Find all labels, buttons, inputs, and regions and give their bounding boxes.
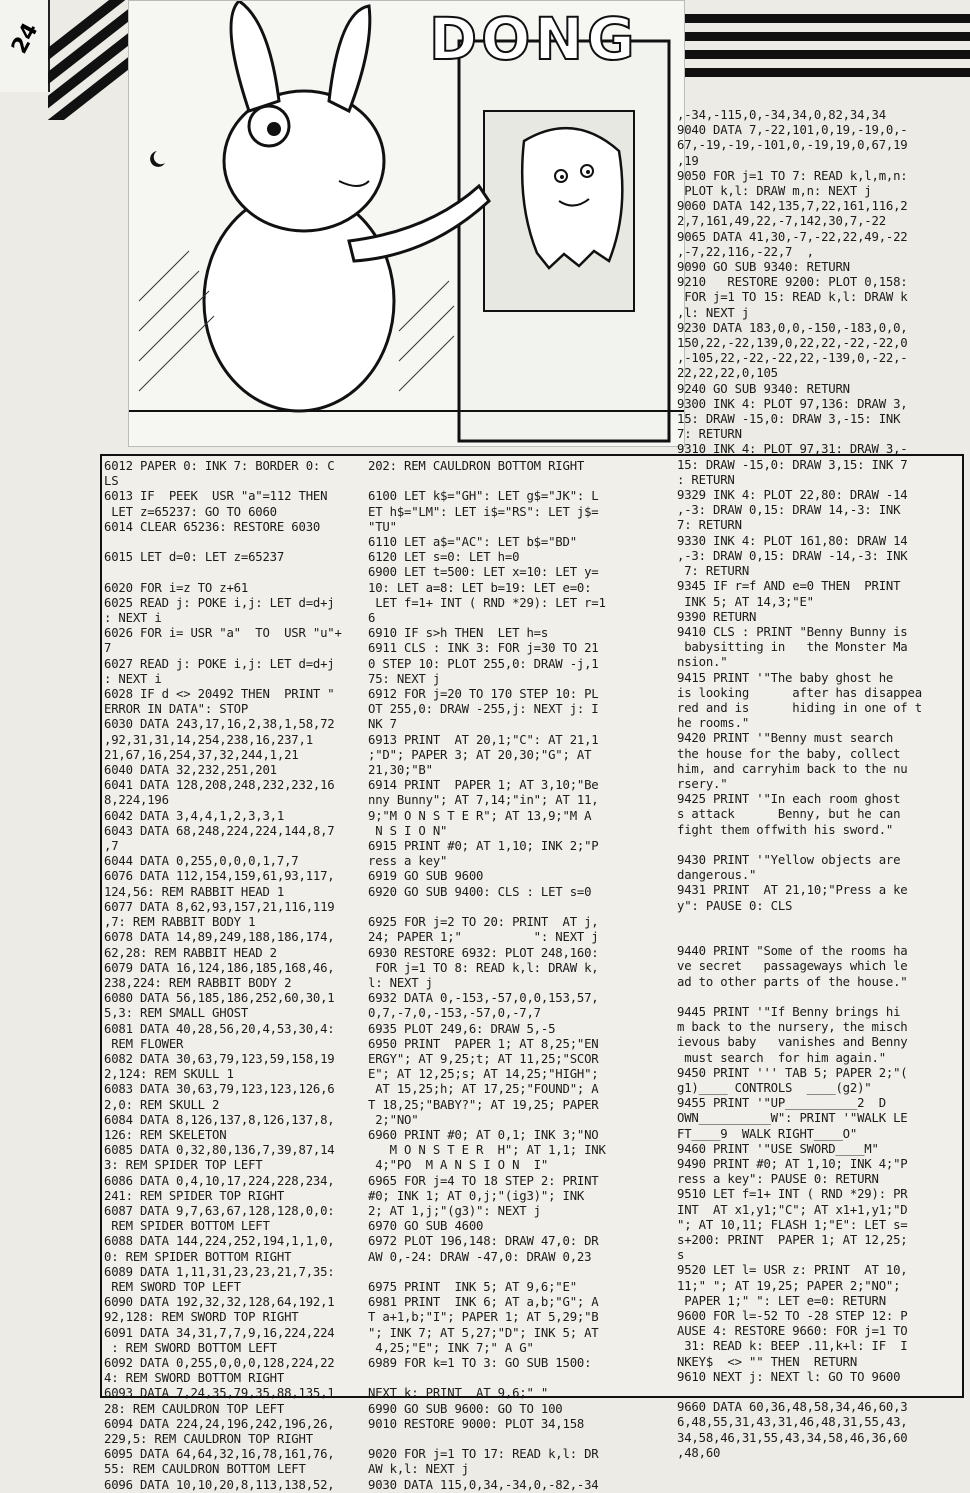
code-line: AW 0,-24: DRAW -47,0: DRAW 0,23 (368, 1249, 592, 1264)
code-line: he rooms." (677, 716, 750, 731)
code-line: 9610 NEXT j: NEXT l: GO TO 9600 (677, 1369, 901, 1384)
code-line: 6020 FOR i=z TO z+61 (104, 580, 249, 595)
code-line: l: NEXT j (368, 975, 433, 990)
code-line: N S I O N" (368, 823, 448, 838)
code-line: 6079 DATA 16,124,186,185,168,46, (104, 960, 335, 975)
code-line (677, 1385, 967, 1400)
code-line: 9040 DATA 7,-22,101,0,19,-19,0,- (677, 123, 908, 138)
code-line: "TU" (368, 519, 397, 534)
code-line: 241: REM SPIDER TOP RIGHT (104, 1188, 285, 1203)
code-line: ,19 (677, 153, 699, 168)
code-line (368, 900, 648, 915)
code-line: ERROR IN DATA": STOP (104, 702, 249, 717)
code-line: ,-7,22,116,-22,7 , (677, 244, 814, 259)
code-line: 2,0: REM SKULL 2 (104, 1097, 220, 1112)
code-line (368, 1265, 648, 1280)
code-line: 0,7,-7,0,-153,-57,0,-7,7 (368, 1006, 541, 1021)
code-line: 6110 LET a$="AC": LET b$="BD" (368, 535, 577, 550)
code-line: 9210 RESTORE 9200: PLOT 0,158: (677, 275, 908, 290)
code-line: 6095 DATA 64,64,32,16,78,161,76, (104, 1447, 335, 1462)
code-line: LET f=1+ INT ( RND *29): LET r=1 (368, 595, 606, 610)
code-line: ievous baby vanishes and Benny (677, 1035, 908, 1050)
code-line: 6972 PLOT 196,148: DRAW 47,0: DR (368, 1234, 599, 1249)
code-line: 9450 PRINT ''' TAB 5; PAPER 2;"( (677, 1065, 908, 1080)
code-line: 9020 FOR j=1 TO 17: READ k,l: DR (368, 1447, 599, 1462)
code-line: 7: RETURN (677, 427, 742, 442)
code-line: NKEY$ <> "" THEN RETURN (677, 1354, 858, 1369)
code-line: 6015 LET d=0: LET z=65237 (104, 550, 285, 565)
code-line: 4,25;"E"; INK 7;" A G" (368, 1340, 534, 1355)
code-line: NEXT k: PRINT AT 9,6;" " (368, 1386, 549, 1401)
page-number-tab (0, 0, 50, 92)
code-line: 9010 RESTORE 9000: PLOT 34,158 (368, 1416, 585, 1431)
code-line: 6,48,55,31,43,31,46,48,31,55,43, (677, 1415, 908, 1430)
code-line: 9300 INK 4: PLOT 97,136: DRAW 3, (677, 396, 908, 411)
code-line: 92,128: REM SWORD TOP RIGHT (104, 1310, 299, 1325)
code-line: "; AT 10,11; FLASH 1;"E": LET s= (677, 1217, 908, 1232)
code-line: 2,124: REM SKULL 1 (104, 1067, 234, 1082)
code-line: NK 7 (368, 717, 397, 732)
code-line: ,-105,22,-22,-22,22,-139,0,-22,- (677, 351, 908, 366)
code-line: 6091 DATA 34,31,7,7,9,16,224,224 (104, 1325, 335, 1340)
code-line: "; INK 7; AT 5,27;"D"; INK 5; AT (368, 1325, 599, 1340)
code-line: ,-3: DRAW 0,15: DRAW -14,-3: INK (677, 548, 908, 563)
code-line: 6042 DATA 3,4,4,1,2,3,3,1 (104, 808, 285, 823)
code-line: M O N S T E R H"; AT 1,1; INK (368, 1143, 606, 1158)
code-line: 6041 DATA 128,208,248,232,232,16 (104, 778, 335, 793)
code-line: 31: READ k: BEEP .11,k+l: IF I (677, 1339, 908, 1354)
code-line: 4: REM SWORD BOTTOM RIGHT (104, 1371, 285, 1386)
code-line: 2,7,161,49,22,-7,142,30,7,-22 (677, 214, 886, 229)
code-line: AW k,l: NEXT j (368, 1462, 469, 1477)
code-line: ERGY"; AT 9,25;t; AT 11,25;"SCOR (368, 1051, 599, 1066)
code-line: s attack Benny, but he can (677, 807, 901, 822)
code-line: ,l: NEXT j (677, 305, 750, 320)
code-line: FOR j=1 TO 15: READ k,l: DRAW k (677, 290, 908, 305)
code-line: 9060 DATA 142,135,7,22,161,116,2 (677, 199, 908, 214)
code-line: E"; AT 12,25;s; AT 14,25;"HIGH"; (368, 1067, 599, 1082)
code-line: 9065 DATA 41,30,-7,-22,22,49,-22 (677, 229, 908, 244)
code-line: must search for him again." (677, 1050, 886, 1065)
code-line: 34,58,46,31,55,43,34,58,46,36,60 (677, 1430, 908, 1445)
code-line: 124,56: REM RABBIT HEAD 1 (104, 884, 285, 899)
code-line: g1)____ CONTROLS ____(g2)" (677, 1081, 872, 1095)
code-line: 10: LET a=8: LET b=19: LET e=0: (368, 580, 592, 595)
page-number: 24 (7, 19, 44, 58)
code-line: ;"D"; PAPER 3; AT 20,30;"G"; AT (368, 747, 592, 762)
code-line: 0 STEP 10: PLOT 255,0: DRAW -j,1 (368, 656, 599, 671)
code-line: 11;" "; AT 19,25; PAPER 2;"NO"; (677, 1278, 901, 1293)
code-line: REM SPIDER BOTTOM LEFT (104, 1219, 270, 1234)
code-line: 9240 GO SUB 9340: RETURN (677, 381, 850, 396)
code-line: 9050 FOR j=1 TO 7: READ k,l,m,n: (677, 168, 908, 183)
code-line: 9460 PRINT '"USE SWORD____M" (677, 1141, 879, 1156)
code-line: 9030 DATA 115,0,34,-34,0,-82,-34 (368, 1477, 599, 1492)
code-line: 6960 PRINT #0; AT 0,1; INK 3;"NO (368, 1127, 599, 1142)
code-line (368, 1371, 648, 1386)
code-line: 22,22,22,0,105 (677, 366, 778, 381)
code-line: 6932 DATA 0,-153,-57,0,0,153,57, (368, 991, 599, 1006)
code-line: 2;"NO" (368, 1112, 419, 1127)
code-line: 126: REM SKELETON (104, 1127, 227, 1142)
code-line: 9600 FOR l=-52 TO -28 STEP 12: P (677, 1309, 908, 1324)
listing-column-2 (368, 459, 648, 1493)
decorative-stripes-right (680, 10, 970, 85)
code-line: ,92,31,31,14,254,238,16,237,1 (104, 732, 313, 747)
code-line: 6027 READ j: POKE i,j: LET d=d+j (104, 656, 335, 671)
code-line: 6911 CLS : INK 3: FOR j=30 TO 21 (368, 641, 599, 656)
code-line: 9430 PRINT '"Yellow objects are (677, 852, 901, 867)
code-line: 229,5: REM CAULDRON TOP RIGHT (104, 1432, 313, 1446)
code-line: 15: DRAW -15,0: DRAW 3,-15: INK (677, 412, 901, 427)
code-line: 9445 PRINT '"If Benny brings hi (677, 1004, 901, 1019)
code-line: 6975 PRINT INK 5; AT 9,6;"E" (368, 1279, 577, 1294)
code-line: 6013 IF PEEK USR "a"=112 THEN (104, 489, 328, 504)
code-line: 0: REM SPIDER BOTTOM RIGHT (104, 1249, 292, 1264)
code-line: 238,224: REM RABBIT BODY 2 (104, 975, 292, 990)
code-line: 6076 DATA 112,154,159,61,93,117, (104, 869, 335, 884)
code-line: T a+1,b;"I"; PAPER 1; AT 5,29;"B (368, 1310, 599, 1325)
code-line: 9230 DATA 183,0,0,-150,-183,0,0, (677, 320, 908, 335)
code-line: 6120 LET s=0: LET h=0 (368, 550, 520, 565)
code-line: 6025 READ j: POKE i,j: LET d=d+j (104, 595, 335, 610)
code-line: 6919 GO SUB 9600 (368, 869, 484, 884)
listing-column-1 (104, 459, 354, 1493)
code-line: the house for the baby, collect (677, 746, 901, 761)
code-line: 5,3: REM SMALL GHOST (104, 1006, 249, 1021)
code-line: PAPER 1;" ": LET e=0: RETURN (677, 1293, 886, 1308)
code-line: 24; PAPER 1;" ": NEXT j (368, 930, 599, 945)
code-line: 6089 DATA 1,11,31,23,23,21,7,35: (104, 1264, 335, 1279)
code-line: 9090 GO SUB 9340: RETURN (677, 260, 850, 275)
code-line: LS (104, 474, 119, 489)
code-line: 9345 IF r=f AND e=0 THEN PRINT (677, 579, 901, 594)
code-line: ve secret passageways which le (677, 959, 908, 974)
code-line: 9;"M O N S T E R"; AT 13,9;"M A (368, 808, 592, 823)
code-line: 9490 PRINT #0; AT 1,10; INK 4;"P (677, 1157, 908, 1172)
code-line: 9425 PRINT '"In each room ghost (677, 792, 901, 807)
code-line: 9660 DATA 60,36,48,58,34,46,60,3 (677, 1400, 908, 1415)
code-line: 67,-19,-19,-101,0,-19,19,0,67,19 (677, 138, 908, 153)
code-line: m back to the nursery, the misch (677, 1020, 908, 1035)
code-line: 6912 FOR j=20 TO 170 STEP 10: PL (368, 687, 599, 702)
code-line: 9431 PRINT AT 21,10;"Press a ke (677, 883, 908, 898)
code-line: 6080 DATA 56,185,186,252,60,30,1 (104, 991, 335, 1006)
code-line: 9330 INK 4: PLOT 161,80: DRAW 14 (677, 533, 908, 548)
code-line: AT 15,25;h; AT 17,25;"FOUND"; A (368, 1082, 599, 1097)
code-line: OWN__________W": PRINT '"WALK LE (677, 1111, 908, 1126)
code-line: AUSE 4: RESTORE 9660: FOR j=1 TO (677, 1324, 908, 1339)
code-line: 6081 DATA 40,28,56,20,4,53,30,4: (104, 1021, 335, 1036)
code-line: 6914 PRINT PAPER 1; AT 3,10;"Be (368, 778, 599, 793)
code-line: 9329 INK 4: PLOT 22,80: DRAW -14 (677, 488, 908, 503)
code-line: 6090 DATA 192,32,32,128,64,192,1 (104, 1295, 335, 1310)
code-line: OT 255,0: DRAW -255,j: NEXT j: I (368, 702, 599, 717)
code-line: 6096 DATA 10,10,20,8,113,138,52, (104, 1477, 335, 1492)
code-line: 9440 PRINT "Some of the rooms ha (677, 944, 908, 959)
code-line: : REM SWORD BOTTOM LEFT (104, 1340, 277, 1355)
code-line: PLOT k,l: DRAW m,n: NEXT j (677, 184, 872, 199)
code-line (368, 1432, 648, 1447)
code-line: ,-3: DRAW 0,15: DRAW 14,-3: INK (677, 503, 901, 518)
code-line (677, 990, 967, 1005)
code-line (104, 535, 354, 550)
code-line: ,48,60 (677, 1445, 721, 1460)
code-line: 9415 PRINT '"The baby ghost he (677, 670, 894, 685)
code-line: ,7 (104, 839, 119, 854)
code-line: 7: RETURN (677, 564, 750, 579)
code-line: ,7: REM RABBIT BODY 1 (104, 915, 256, 930)
code-line: 6989 FOR k=1 TO 3: GO SUB 1500: (368, 1355, 592, 1370)
code-line: : RETURN (677, 472, 735, 487)
code-line: 21,67,16,254,37,32,244,1,21 (104, 747, 299, 762)
code-line: red and is hiding in one of t (677, 700, 922, 715)
code-line: 3: REM SPIDER TOP LEFT (104, 1158, 263, 1173)
code-line (368, 474, 648, 489)
code-line: 6913 PRINT AT 20,1;"C": AT 21,1 (368, 732, 599, 747)
listing-column-3 (677, 108, 967, 1461)
code-line: 9310 INK 4: PLOT 97,31: DRAW 3,- (677, 442, 908, 457)
code-line: 6094 DATA 224,24,196,242,196,26, (104, 1416, 335, 1431)
code-line: 6012 PAPER 0: INK 7: BORDER 0: C (104, 459, 335, 473)
code-line: y": PAUSE 0: CLS (677, 898, 793, 913)
code-line: rsery." (677, 776, 728, 791)
code-line: 4;"PO M A N S I O N I" (368, 1158, 549, 1173)
code-line: 6965 FOR j=4 TO 18 STEP 2: PRINT (368, 1173, 599, 1188)
code-line: 6981 PRINT INK 6; AT a,b;"G"; A (368, 1295, 599, 1310)
code-line: #0; INK 1; AT 0,j;"(ig3)"; INK (368, 1188, 585, 1203)
code-line: is looking after has disappea (677, 685, 922, 700)
code-line: 6028 IF d <> 20492 THEN PRINT " (104, 687, 335, 702)
code-line: 55: REM CAULDRON BOTTOM LEFT (104, 1462, 306, 1477)
code-line: 6044 DATA 0,255,0,0,0,1,7,7 (104, 854, 299, 869)
code-line: 15: DRAW -15,0: DRAW 3,15: INK 7 (677, 457, 908, 472)
code-line: 6085 DATA 0,32,80,136,7,39,87,14 (104, 1143, 335, 1158)
code-line: 9410 CLS : PRINT "Benny Bunny is (677, 624, 908, 639)
code-line: 6900 LET t=500: LET x=10: LET y= (368, 565, 599, 580)
code-line: ad to other parts of the house." (677, 974, 908, 989)
code-line: 6950 PRINT PAPER 1; AT 8,25;"EN (368, 1036, 599, 1051)
code-line: INT AT x1,y1;"C"; AT x1+1,y1;"D (677, 1202, 908, 1217)
code-line: FT____9 WALK RIGHT____O" (677, 1126, 858, 1141)
code-line: 6990 GO SUB 9600: GO TO 100 (368, 1401, 563, 1416)
code-line: ress a key": PAUSE 0: RETURN (677, 1172, 879, 1187)
code-line: 9455 PRINT '"UP__________2 D (677, 1096, 886, 1111)
code-line: 6077 DATA 8,62,93,157,21,116,119 (104, 899, 335, 914)
code-line: ress a key" (368, 854, 448, 869)
code-line: 6014 CLEAR 65236: RESTORE 6030 (104, 519, 321, 534)
code-line: 6083 DATA 30,63,79,123,123,126,6 (104, 1082, 335, 1097)
rabbit-ghost-illustration (128, 0, 685, 447)
code-line: 62,28: REM RABBIT HEAD 2 (104, 945, 277, 960)
code-line: 6915 PRINT #0; AT 1,10; INK 2;"P (368, 839, 599, 854)
code-line: INK 5; AT 14,3;"E" (677, 594, 814, 609)
code-line: 6078 DATA 14,89,249,188,186,174, (104, 930, 335, 945)
code-line: him, and carryhim back to the nu (677, 761, 908, 776)
code-line: 2; AT 1,j;"(g3)": NEXT j (368, 1203, 541, 1218)
code-line: REM FLOWER (104, 1036, 184, 1051)
code-line: ET h$="LM": LET i$="RS": LET j$= (368, 504, 599, 519)
code-line: 6100 LET k$="GH": LET g$="JK": L (368, 489, 599, 504)
code-line: s (677, 1248, 685, 1263)
code-line: nny Bunny"; AT 7,14;"in"; AT 11, (368, 793, 599, 808)
code-line: T 18,25;"BABY?"; AT 19,25; PAPER (368, 1097, 599, 1112)
code-line: 150,22,-22,139,0,22,22,-22,-22,0 (677, 336, 908, 351)
code-line: 6087 DATA 9,7,63,67,128,128,0,0: (104, 1203, 335, 1218)
code-line: 7 (104, 641, 112, 656)
code-line: 6040 DATA 32,232,251,201 (104, 763, 277, 778)
code-line: 6920 GO SUB 9400: CLS : LET s=0 (368, 884, 592, 899)
code-line: : NEXT i (104, 671, 162, 686)
code-line: 75: NEXT j (368, 671, 441, 686)
code-line: s+200: PRINT PAPER 1; AT 12,25; (677, 1233, 908, 1248)
code-line: 6970 GO SUB 4600 (368, 1219, 484, 1234)
code-line: 6082 DATA 30,63,79,123,59,158,19 (104, 1051, 335, 1066)
code-line: 6084 DATA 8,126,137,8,126,137,8, (104, 1112, 335, 1127)
code-line: FOR j=1 TO 8: READ k,l: DRAW k, (368, 960, 599, 975)
decorative-stripes (48, 0, 128, 120)
code-line: 6026 FOR i= USR "a" TO USR "u"+ (104, 626, 342, 641)
code-line (104, 565, 354, 580)
code-line: 28: REM CAULDRON TOP LEFT (104, 1401, 285, 1416)
code-line: 9420 PRINT '"Benny must search (677, 731, 894, 746)
code-line: 202: REM CAULDRON BOTTOM RIGHT (368, 459, 585, 473)
code-line: 6935 PLOT 249,6: DRAW 5,-5 (368, 1021, 556, 1036)
code-line: 6043 DATA 68,248,224,224,144,8,7 (104, 823, 335, 838)
code-line: 9510 LET f=1+ INT ( RND *29): PR (677, 1187, 908, 1202)
code-line: 7: RETURN (677, 518, 742, 533)
code-line: 6925 FOR j=2 TO 20: PRINT AT j, (368, 915, 599, 930)
code-line: 6086 DATA 0,4,10,17,224,228,234, (104, 1173, 335, 1188)
code-line: 21,30;"B" (368, 763, 433, 778)
code-line: LET z=65237: GO TO 6060 (104, 504, 277, 519)
code-line: 6088 DATA 144,224,252,194,1,1,0, (104, 1234, 335, 1249)
code-line: 6 (368, 611, 376, 626)
code-line: babysitting in the Monster Ma (677, 640, 908, 655)
code-line (677, 914, 967, 929)
dong-sound-effect: DONG (429, 5, 639, 73)
code-line: 9390 RETURN (677, 609, 757, 624)
code-line: dangerous." (677, 868, 757, 883)
code-line: 6910 IF s>h THEN LET h=s (368, 626, 549, 641)
code-line: 8,224,196 (104, 793, 169, 808)
code-line: 6093 DATA 7,24,35,79,35,88,135,1 (104, 1386, 335, 1401)
code-line: REM SWORD TOP LEFT (104, 1279, 241, 1294)
code-line: 6092 DATA 0,255,0,0,0,128,224,22 (104, 1355, 335, 1370)
code-line: 9520 LET l= USR z: PRINT AT 10, (677, 1263, 908, 1278)
code-line: : NEXT i (104, 611, 162, 626)
code-line: nsion." (677, 655, 728, 670)
code-line: fight them offwith his sword." (677, 822, 894, 837)
code-line: 6030 DATA 243,17,16,2,38,1,58,72 (104, 717, 335, 732)
code-line (677, 929, 967, 944)
code-line: 6930 RESTORE 6932: PLOT 248,160: (368, 945, 599, 960)
code-line: ,-34,-115,0,-34,34,0,82,34,34 (677, 108, 886, 122)
code-line (677, 838, 967, 853)
